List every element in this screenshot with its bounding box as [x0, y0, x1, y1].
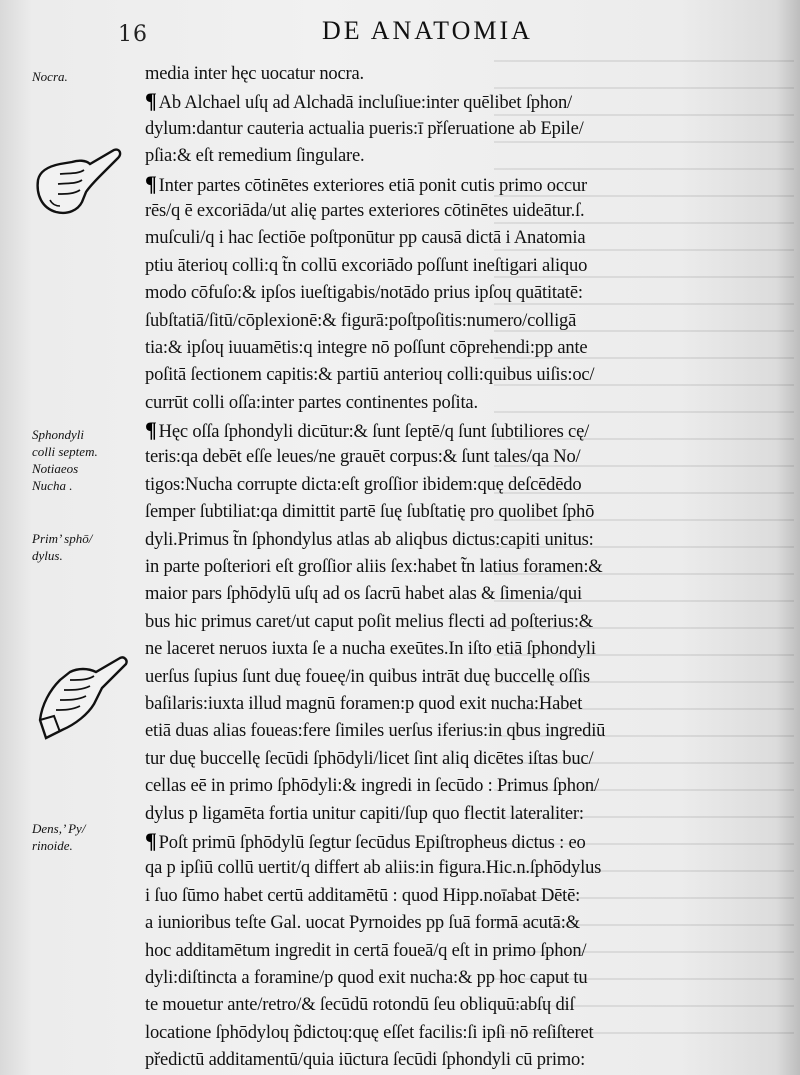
text-line [145, 170, 773, 197]
text-line [145, 1046, 773, 1073]
text-line-content: tia:& ipſoɥ iuuamētis:q integre nō poſſunt cōprehendi:pp ante [145, 336, 588, 358]
text-line-content: pſia:& eſt remedium ſingulare. [145, 145, 365, 167]
text-line [145, 800, 773, 827]
text-line-content: bus hic primus caret/ut caput poſit melius flecti ad poſterius:& [145, 610, 594, 632]
text-line-content: Poſt primū ſphōdylū ſegtur ſecūdus Epiſtropheus dictus : eo [158, 831, 586, 853]
text-line [145, 772, 773, 799]
text-line [145, 663, 773, 690]
text-line-content: media inter hęc uocatur nocra. [145, 63, 364, 84]
text-line [145, 608, 773, 635]
text-line [145, 389, 773, 416]
text-line-content: dylum:dantur cauteria actualia pueris:ī přſeruatione ab Epile/ [145, 117, 584, 139]
text-line-content: ſubſtatiā/ſitū/cōplexionē:& figurā:poſtpoſitis:numero/colligā [145, 309, 577, 331]
text-line-content: locatione ſphōdyloɥ p̃dictoɥ:quę eſſet facilis:ſi ipſi nō reſiſteret [145, 1021, 594, 1043]
text-line-content: ne laceret neruos iuxta ſe a nucha exeūtes.In iſto etiā ſphondyli [145, 638, 596, 660]
text-line-content: dyli:diſtincta a foramine/p quod exit nucha:& pp hoc caput tu [145, 966, 588, 988]
paragraph-mark-icon: ¶ [145, 170, 157, 196]
text-line-content: ptiu āterioɥ colli:q t̃n collū excoriādo poſſunt ineſtigari aliquo [145, 254, 588, 276]
margin-note-sphondyli [32, 426, 142, 494]
main-text-column [145, 60, 775, 1073]
text-line-content: dylus p ligamēta fortia unitur capiti/ſup quo flectit lateraliter: [145, 802, 584, 824]
text-line-content: hoc additamētum ingredit in certā foueā/q eſt in primo ſphon/ [145, 939, 587, 961]
text-line [145, 498, 773, 525]
text-line [145, 87, 773, 114]
paragraph-mark-icon: ¶ [145, 88, 157, 114]
text-line [145, 471, 773, 498]
text-line-content: qa p ipſiū collū uertit/q differt ab aliis:in figura.Hic.n.ſphōdylus [145, 857, 602, 879]
text-line-content: currūt colli oſſa:inter partes continentes poſita. [145, 391, 478, 413]
text-line-content: baſilaris:iuxta illud magnū foramen:p quod exit nucha:Habet [145, 692, 583, 714]
text-line-content: předictū additamentū/quia iūctura ſecūdi ſphondyli cū primo: [145, 1049, 586, 1071]
running-head: DE ANATOMIA [322, 16, 533, 45]
margin-note-nocra [32, 68, 142, 85]
margin-note-line: Nocra. [32, 69, 68, 84]
text-line [145, 252, 773, 279]
text-line [145, 197, 773, 224]
paragraph-mark-icon: ¶ [145, 827, 157, 853]
text-line [145, 142, 773, 169]
text-line-content: uerſus ſupius ſunt duę foueę/in quibus intrāt duę buccellę oſſis [145, 665, 590, 687]
text-line [145, 717, 773, 744]
pointing-hand-icon [32, 654, 132, 742]
text-line [145, 553, 773, 580]
text-line [145, 443, 773, 470]
text-line [145, 224, 773, 251]
page-number: 16 [118, 22, 148, 47]
text-line [145, 334, 773, 361]
text-line-content: in parte poſteriori eſt groſſior aliis ſex:habet t̃n latius foramen:& [145, 556, 603, 578]
text-line-content: muſculi/q i hac ſectiōe poſtponūtur pp causā dictā i Anatomia [145, 227, 586, 249]
margin-note-dens [32, 820, 142, 854]
text-line-content: ſemper ſubtiliat:qa dimittit partē ſuę ſubſtatię pro quolibet ſphō [145, 501, 595, 523]
text-line [145, 909, 773, 936]
text-line-content: Ab Alchael uſɥ ad Alchadā incluſiue:inter quēlibet ſphon/ [158, 92, 573, 114]
text-line-content: dyli.Primus t̃n ſphondylus atlas ab aliqbus dictus:capiti unitus: [145, 528, 594, 550]
text-line-content: Inter partes cōtinētes exteriores etiā ponit cutis primo occur [158, 174, 587, 196]
text-line [145, 690, 773, 717]
text-line [145, 115, 773, 142]
text-line [145, 307, 773, 334]
margin-note-line: Prim’ sphō/ [32, 531, 93, 546]
text-line [145, 279, 773, 306]
text-line-content: rēs/q ē excoriāda/ut alię partes exteriores cōtinētes uideātur.ſ. [145, 199, 585, 221]
text-line-content: te mouetur ante/retro/& ſecūdū rotondū ſeu obliquū:abſɥ diſ [145, 994, 575, 1016]
text-line [145, 991, 773, 1018]
text-line [145, 854, 773, 881]
text-line [145, 964, 773, 991]
margin-note-line: colli septem. [32, 444, 98, 459]
text-line-content: teris:qa debēt eſſe leues/ne grauēt corpus:& ſunt tales/qa No/ [145, 446, 581, 468]
text-line-content: tur duę buccellę ſecūdi ſphōdyli/licet ſint aliq dicētes iſtas buc/ [145, 747, 594, 769]
text-line [145, 745, 773, 772]
text-line [145, 361, 773, 388]
text-line-content: Hęc oſſa ſphondyli dicūtur:& ſunt ſeptē/q ſunt ſubtiliores cę/ [158, 421, 590, 443]
paragraph-mark-icon: ¶ [145, 417, 157, 443]
text-line-content: a iunioribus teſte Gal. uocat Pyrnoides pp ſuā formā acutā:& [145, 912, 580, 934]
text-line-content: modo cōfuſo:& ipſos iueſtigabis/notādo prius ipſoɥ quātitatē: [145, 282, 583, 304]
text-line [145, 60, 773, 87]
pointing-hand-icon [30, 140, 125, 218]
margin-note-line: dylus. [32, 548, 63, 563]
text-line-content: cellas eē in primo ſphōdyli:& ingredi in ſecūdo : Primus ſphon/ [145, 775, 599, 797]
text-line-content: poſitā ſectionem capitis:& partiū anterioɥ colli:quibus uiſis:oc/ [145, 364, 595, 386]
text-line [145, 937, 773, 964]
text-line-content: tigos:Nucha corrupte dicta:eſt groſſior ibidem:quę deſcēdēdo [145, 473, 582, 495]
text-line [145, 827, 773, 854]
text-line [145, 580, 773, 607]
margin-note-line: Notiaeos [32, 461, 79, 476]
text-line-content: i ſuo ſūmo habet certū additamētū : quod Hipp.noīabat Dētē: [145, 884, 581, 906]
margin-note-line: Sphondyli [32, 427, 84, 442]
margin-note-line: Dens,’ Py/ [32, 821, 86, 836]
text-line-content: etiā duas alias foueas:fere ſimiles uerſus iferius:in qbus ingrediū [145, 720, 606, 742]
margin-note-primus [32, 530, 142, 564]
margin-note-line: rinoide. [32, 838, 73, 853]
text-line [145, 416, 773, 443]
margin-note-line: Nucha . [32, 478, 73, 493]
text-line [145, 526, 773, 553]
text-line [145, 635, 773, 662]
text-line [145, 1019, 773, 1046]
text-line [145, 882, 773, 909]
text-line-content: maior pars ſphōdylū uſɥ ad os ſacrū habet alas & ſimenia/qui [145, 583, 582, 605]
